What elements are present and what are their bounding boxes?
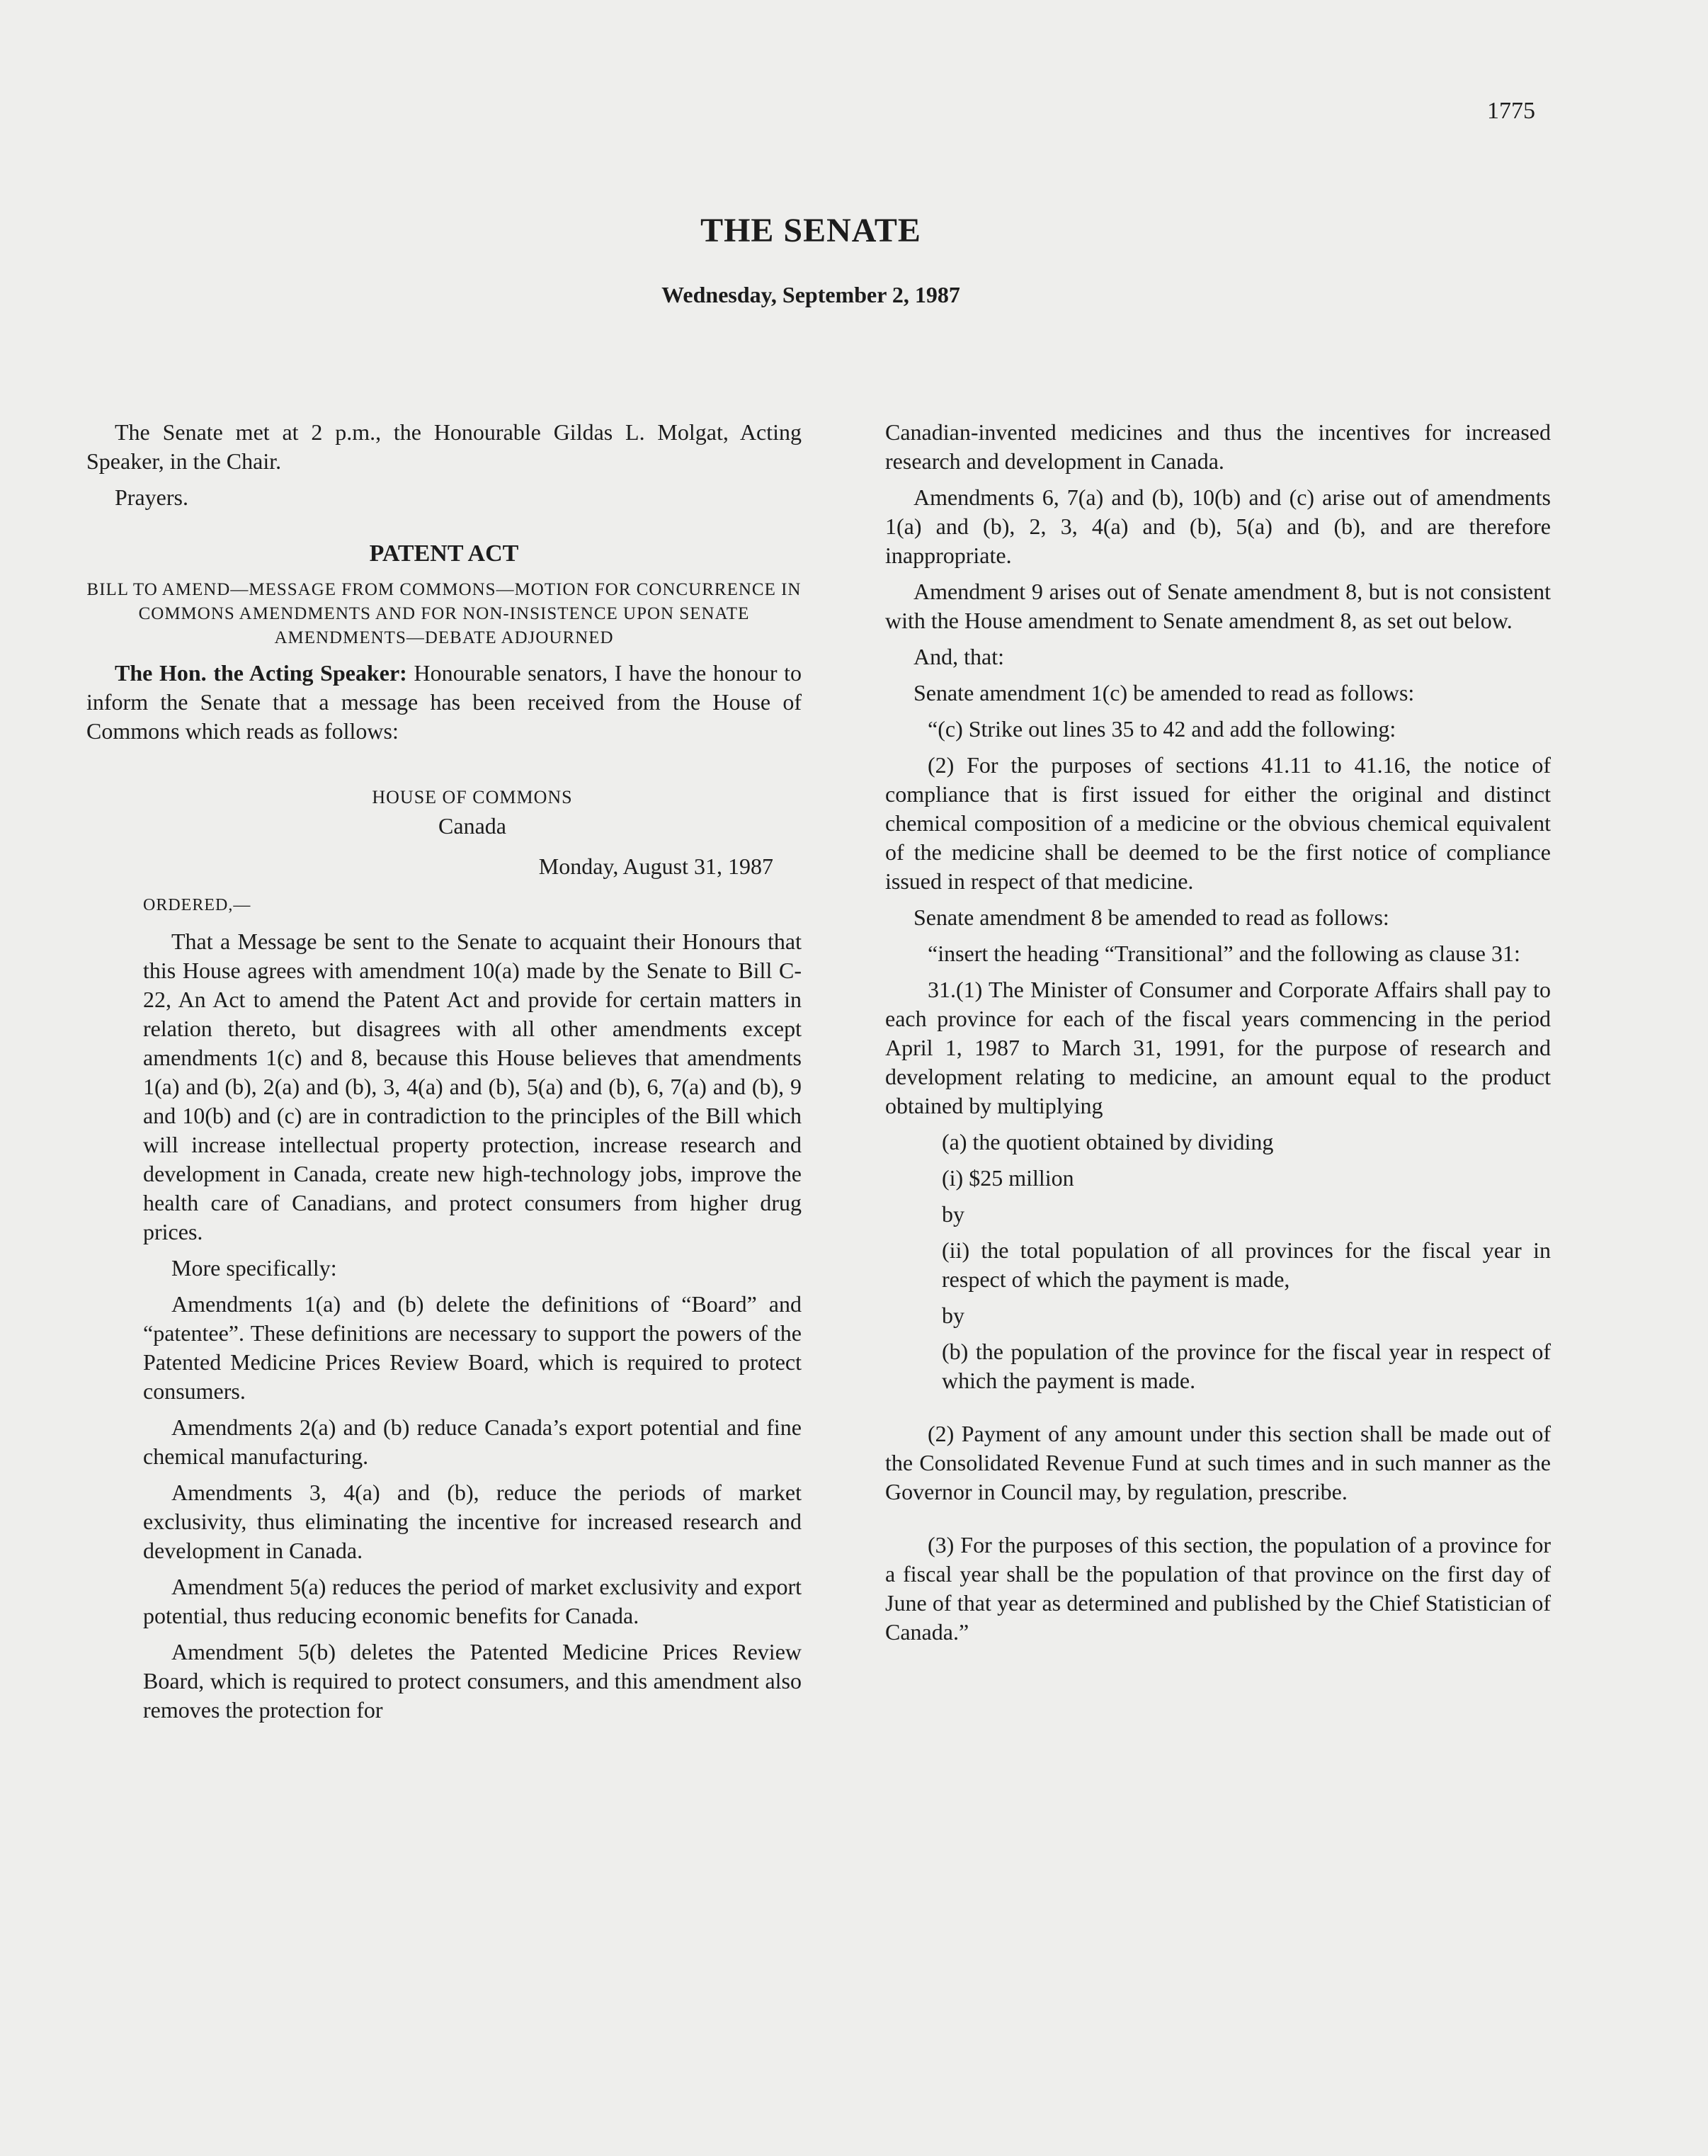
clause-31-paragraph: 31.(1) The Minister of Consumer and Corporate Affairs shall pay to each province for each of the fiscal years commencing in the period April 1, 1987 to March 31, 1991, for the purpose of research and development relating to medicine, an amount equal to the product obtained by multiplying	[885, 977, 1551, 1118]
amendment-6-paragraph: Amendments 6, 7(a) and (b), 10(b) and (c) arise out of amendments 1(a) and (b), 2, 3, 4(a) and (b), 5(a) and (b), and are therefore inappropriate.	[885, 484, 1551, 568]
clause-ii: (ii) the total population of all provinces for the fiscal year in respect of which the payment is made,	[942, 1237, 1551, 1292]
section-heading: PATENT ACT	[369, 540, 519, 567]
page-title: THE SENATE	[700, 212, 921, 249]
prayers-paragraph: Prayers.	[115, 484, 188, 510]
amendment-3-paragraph: Amendments 3, 4(a) and (b), reduce the periods of market exclusivity, thus eliminating the incentive for increased research and development in Canada.	[143, 1480, 802, 1563]
amendment-1-paragraph: Amendments 1(a) and (b) delete the definitions of “Board” and “patentee”. These definitions are necessary to support the powers of the Patented Medicine Prices Review Board, which is required to protect consumers.	[143, 1291, 802, 1404]
ordered-label: ORDERED,—	[143, 896, 251, 914]
speaker-text: Honourable senators, I have the honour to inform the Senate that a message has been received from the House of Commons which reads as follows:	[86, 660, 802, 744]
continuation-paragraph: Canadian-invented medicines and thus the incentives for increased research and development in Canada.	[885, 419, 1551, 474]
message-paragraph: That a Message be sent to the Senate to acquaint their Honours that this House agrees with amendment 10(a) made by the Senate to Bill C-22, An Act to amend the Patent Act and provide for certain matters in relation thereto, but disagrees with all other amendments except amendments 1(c) and 8, because this House believes that amendments 1(a) and (b), 2(a) and (b), 3, 4(a) and (b), 5(a) and (b), 6, 7(a) and (b), 9 and 10(b) and (c) are in contradiction to the principles of the Bill which will increase intellectual property protection, increase research and development in Canada, create new high-technology jobs, improve the health care of Canadians, and protect consumers from higher drug prices.	[143, 929, 802, 1244]
speaker-paragraph	[86, 659, 802, 746]
speaker-name: The Hon. the Acting Speaker:	[115, 660, 407, 686]
more-specifically: More specifically:	[171, 1255, 337, 1281]
payment-paragraph: (2) Payment of any amount under this section shall be made out of the Consolidated Revenue Fund at such times and in such manner as the Governor in Council may, by regulation, prescribe.	[885, 1421, 1551, 1504]
sitting-date: Wednesday, September 2, 1987	[661, 282, 960, 307]
purposes-paragraph: (2) For the purposes of sections 41.11 to 41.16, the notice of compliance that is first issued for either the original and distinct chemical composition of a medicine or the obvious chemical equivalent of the medicine shall be deemed to be the first notice of compliance issued in respect of that medicine.	[885, 752, 1551, 894]
clause-i: (i) $25 million	[942, 1165, 1074, 1191]
house-date: Monday, August 31, 1987	[538, 853, 773, 879]
clause-b: (b) the population of the province for the fiscal year in respect of which the payment is made.	[942, 1339, 1551, 1393]
population-paragraph: (3) For the purposes of this section, the population of a province for a fiscal year shall be the population of that province on the first day of June of that year as determined and published by the Chief Statistician of Canada.”	[885, 1532, 1551, 1645]
page-number: 1775	[1487, 98, 1535, 124]
amendment-5a-paragraph: Amendment 5(a) reduces the period of market exclusivity and export potential, thus reducing economic benefits for Canada.	[143, 1574, 802, 1628]
and-that: And, that:	[913, 644, 1004, 669]
amendment-5b-paragraph: Amendment 5(b) deletes the Patented Medicine Prices Review Board, which is required to protect consumers, and this amendment also removes the protection for	[143, 1639, 802, 1723]
house-name: HOUSE OF COMMONS	[372, 787, 573, 807]
right-column	[885, 418, 1551, 1654]
commons-message	[143, 783, 802, 1725]
amendment-9-paragraph: Amendment 9 arises out of Senate amendment 8, but is not consistent with the House amendment to Senate amendment 8, as set out below.	[885, 579, 1551, 633]
senate-amendment-1c: Senate amendment 1(c) be amended to read as follows:	[913, 680, 1415, 705]
amendment-2-paragraph: Amendments 2(a) and (b) reduce Canada’s export potential and fine chemical manufacturing.	[143, 1414, 802, 1469]
strike-out-paragraph: “(c) Strike out lines 35 to 42 and add the following:	[928, 716, 1396, 742]
clause-a: (a) the quotient obtained by dividing	[942, 1129, 1274, 1154]
insert-heading-paragraph: “insert the heading “Transitional” and the following as clause 31:	[928, 941, 1520, 966]
clause-by-2: by	[942, 1303, 964, 1328]
clause-by-1: by	[942, 1201, 964, 1227]
section-subheading: BILL TO AMEND—MESSAGE FROM COMMONS—MOTION FOR CONCURRENCE IN COMMONS AMENDMENTS AND FOR NON-INSISTENCE UPON SENATE AMENDMENTS—DEBATE ADJOURNED	[86, 580, 802, 647]
senate-amendment-8: Senate amendment 8 be amended to read as follows:	[913, 904, 1389, 930]
house-place: Canada	[438, 813, 506, 839]
opening-paragraph: The Senate met at 2 p.m., the Honourable Gildas L. Molgat, Acting Speaker, in the Chair.	[86, 419, 802, 474]
left-column	[86, 418, 802, 1732]
